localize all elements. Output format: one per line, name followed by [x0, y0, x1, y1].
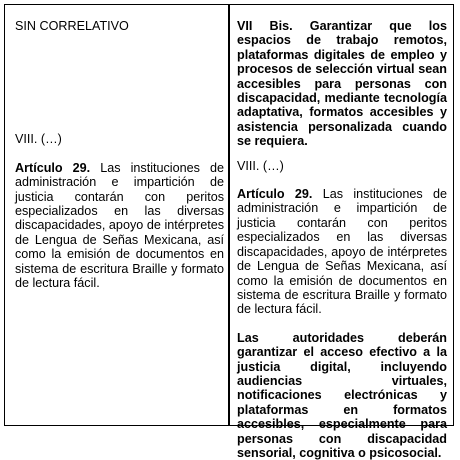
right-article-text: Las instituciones de administración e impartición de justicia contarán con peritos especializados en las diversas discapacidades, apoyo de intérpretes de Lengua de Señas Mexicana, así como la emisión de documentos en sistema de escritura Braille y formato de lectura fácil.	[237, 187, 447, 317]
proposed-text-column	[229, 5, 453, 460]
comparison-table	[4, 4, 454, 460]
left-article-text: Las instituciones de administración e impartición de justicia contarán con peritos especializados en las diversas discapacidades, apoyo de intérpretes de Lengua de Señas Mexicana, así como la emisión de documentos en sistema de escritura Braille y formato de lectura fácil.	[15, 160, 224, 291]
right-article-29	[237, 187, 447, 317]
left-article-label: Artículo 29.	[15, 160, 91, 175]
right-article-label: Artículo 29.	[237, 187, 313, 202]
right-item-vii-bis: VII Bis. Garantizar que los espacios de trabajo remotos, plataformas digitales de empleo y procesos de selección virtual sean accesibles para personas con discapacidad, mediante tecnología adaptativa, formatos accesibles y asistencia personalizada cuando se requiera.	[237, 19, 447, 149]
right-new-paragraph: Las autoridades deberán garantizar el acceso efectivo a la justicia digital, incluyendo audiencias virtuales, notificaciones electrónicas y plataformas en formatos accesibles, especialmente para personas con discapacidad sensorial, cognitiva o psicosocial.	[237, 330, 447, 460]
current-text-column	[5, 5, 229, 425]
left-item-viii: VIII. (…)	[15, 132, 62, 147]
left-article-29	[15, 161, 224, 291]
left-heading: SIN CORRELATIVO	[15, 19, 129, 33]
right-item-viii: VIII. (…)	[237, 158, 284, 173]
